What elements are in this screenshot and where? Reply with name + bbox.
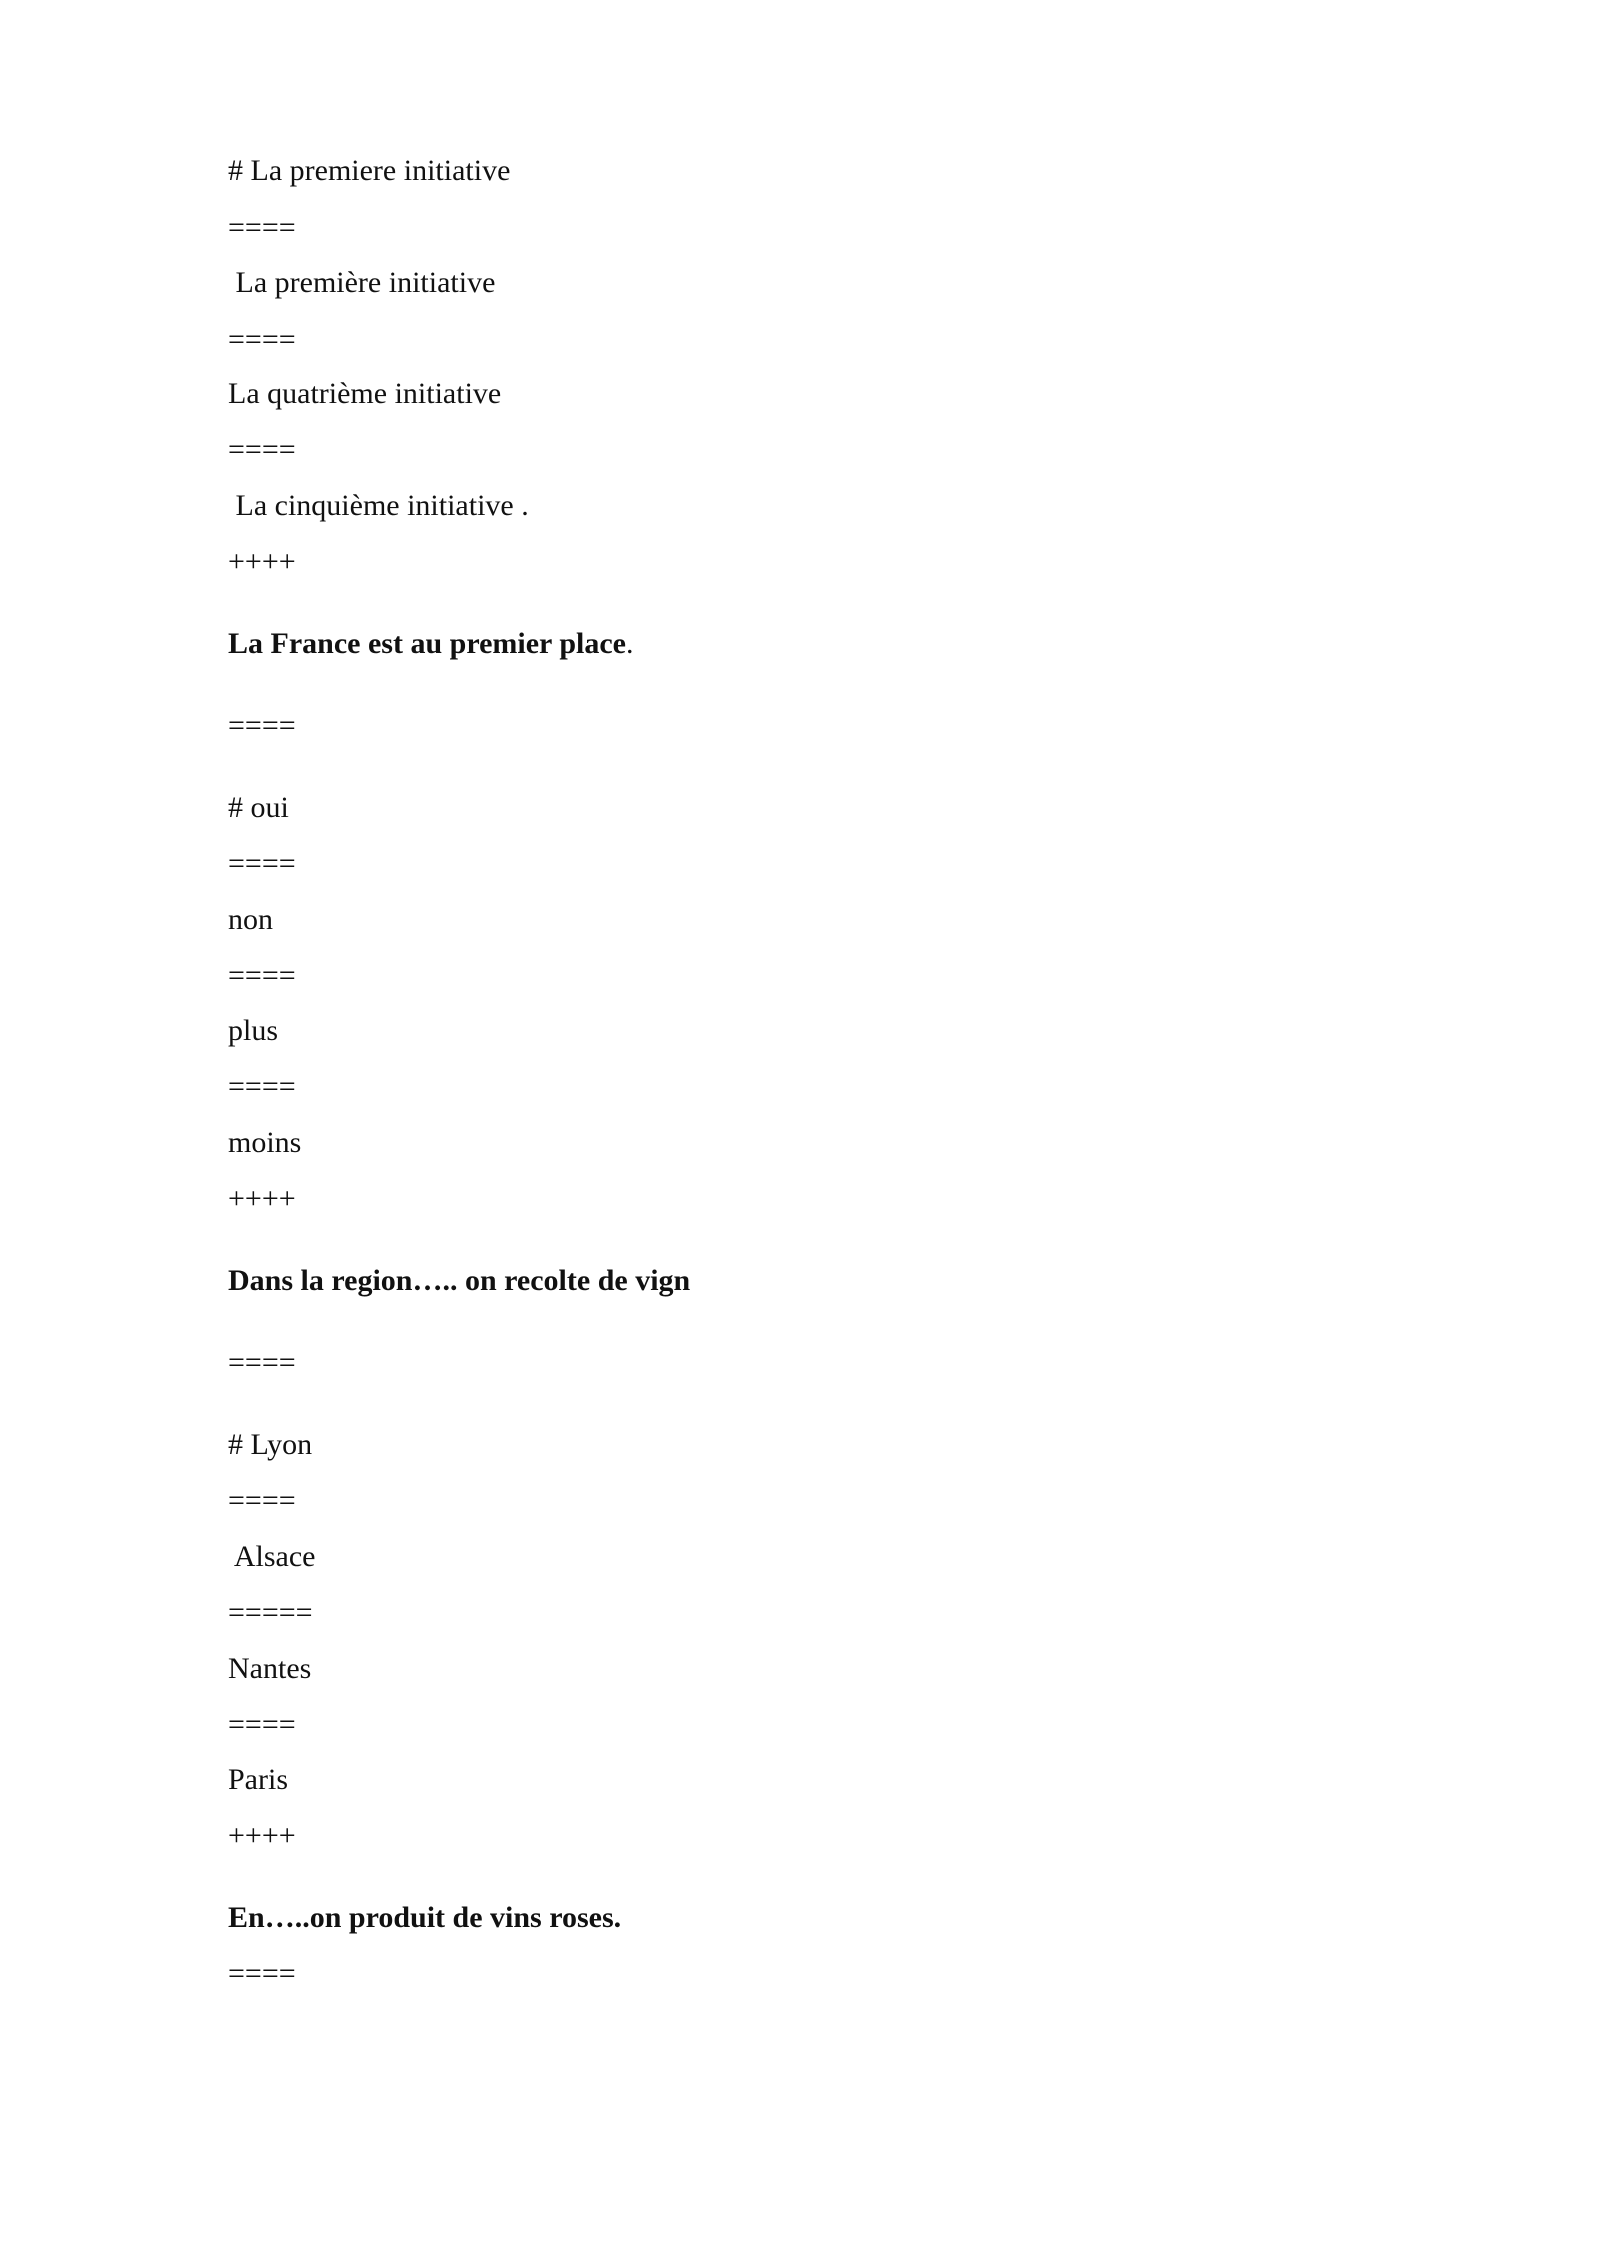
- section-end-line: ++++: [228, 1819, 296, 1852]
- question-text: En…..on produit de vins roses.: [228, 1901, 622, 1934]
- separator-line: ====: [228, 959, 296, 992]
- question-trailing-period: .: [625, 627, 634, 660]
- separator-line: ====: [228, 1346, 296, 1379]
- separator-line: ====: [228, 323, 296, 356]
- separator-line: ====: [228, 709, 296, 742]
- answer-option-line: plus: [228, 1014, 279, 1047]
- answer-option-line: Paris: [228, 1763, 288, 1796]
- question-marker-line: # oui: [228, 791, 289, 824]
- answer-option-line: La quatrième initiative: [228, 377, 502, 410]
- question-marker-line: # La premiere initiative: [228, 154, 511, 187]
- section-end-line: ++++: [228, 1182, 296, 1215]
- separator-line: ====: [228, 1070, 296, 1103]
- question-text: [228, 626, 633, 662]
- question-marker-line: # Lyon: [228, 1428, 313, 1461]
- answer-option-line: La première initiative: [228, 266, 496, 299]
- separator-line: ====: [228, 1957, 296, 1990]
- answer-option-line: moins: [228, 1126, 302, 1159]
- answer-option-line: La cinquième initiative .: [228, 489, 529, 522]
- separator-line: ====: [228, 847, 296, 880]
- separator-line: ====: [228, 1484, 296, 1517]
- answer-option-line: Nantes: [228, 1652, 312, 1685]
- question-bold-text: La France est au premier place: [228, 627, 626, 660]
- separator-line: =====: [228, 1596, 313, 1629]
- answer-option-line: Alsace: [228, 1540, 316, 1573]
- separator-line: ====: [228, 211, 296, 244]
- separator-line: ====: [228, 433, 296, 466]
- separator-line: ====: [228, 1708, 296, 1741]
- answer-option-line: non: [228, 903, 273, 936]
- question-text: Dans la region….. on recolte de vign: [228, 1264, 691, 1297]
- section-end-line: ++++: [228, 545, 296, 578]
